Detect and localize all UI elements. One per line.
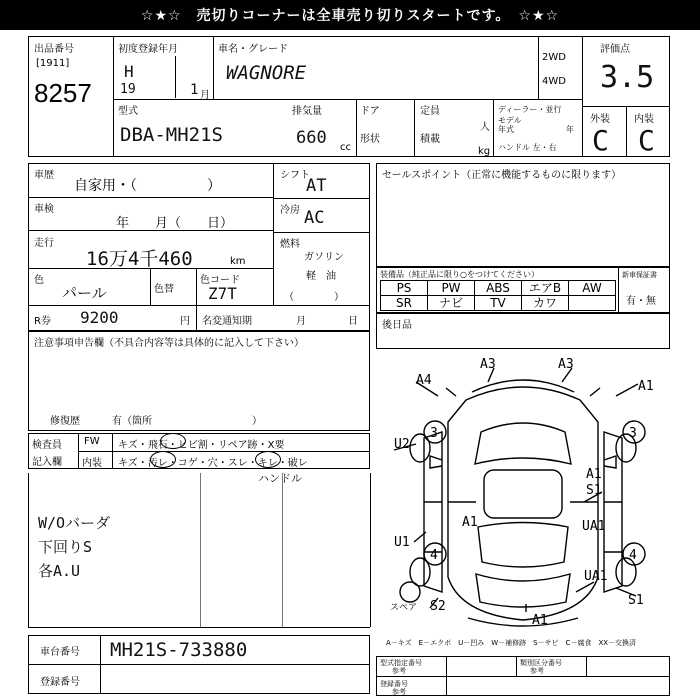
equip-tv: TV <box>475 296 522 311</box>
fuel-gasoline: ガソリン <box>304 252 344 263</box>
ref2-label: 類別区分番号 <box>520 659 562 667</box>
repair-label: 修復歴 <box>50 416 80 427</box>
mark-ua1-low: UA1 <box>584 569 608 584</box>
fuel-label: 燃料 <box>280 239 300 250</box>
notice-label: 名変通知期 <box>202 316 252 327</box>
mark-ua1-mid: UA1 <box>582 519 606 534</box>
history-label: 車歴 <box>34 170 54 181</box>
after-fit-frame <box>376 313 670 349</box>
displacement-unit: cc <box>340 142 351 153</box>
mark-spare: スペア <box>390 603 418 613</box>
score-value: 3.5 <box>600 60 655 95</box>
equip-pw: PW <box>428 281 475 296</box>
mileage-label: 走行 <box>34 238 54 249</box>
note-line-3: 各A.U <box>38 562 81 580</box>
reg-number-label: 登録番号 <box>40 677 80 688</box>
recycle-label: R券 <box>34 316 51 327</box>
mark-a3-left: A3 <box>480 357 496 372</box>
load-label: 積載 <box>420 134 440 145</box>
equip-empty <box>569 296 616 311</box>
equip-airbag: エアB <box>522 281 569 296</box>
equipment-table <box>380 280 616 311</box>
sales-point-label: セールスポイント（正常に機能するものに限ります） <box>382 170 622 181</box>
equip-abs: ABS <box>475 281 522 296</box>
dealer-year-unit: 年 <box>566 125 574 134</box>
dealer-handle: ハンドル 左・右 <box>498 143 557 152</box>
capacity-unit: 人 <box>480 122 490 133</box>
lot-label: 出品番号 <box>34 44 74 55</box>
inspector-interior: 内装 <box>82 458 102 469</box>
lot-number: 8257 <box>34 78 92 108</box>
mileage-unit: km <box>230 256 246 267</box>
inspection-value: 年 月（ 日） <box>116 216 234 231</box>
inspection-label: 車検 <box>34 204 54 215</box>
displacement-value: 660 <box>296 128 327 148</box>
displacement-label: 排気量 <box>292 106 322 117</box>
ref1-label: 型式指定番号 <box>380 659 422 667</box>
mark-a4: A4 <box>416 373 432 388</box>
equip-ps: PS <box>381 281 428 296</box>
notice-month: 月 <box>296 316 306 327</box>
mark-circle-3-right: 3 <box>629 426 637 441</box>
notes-label: 注意事項申告欄（不具合内容等は具体的に記入して下さい） <box>34 338 304 349</box>
mark-a1-mid: A1 <box>586 467 602 482</box>
inspector-interior-items: キズ・汚レ・コゲ・穴・スレ・キレ・破レ <box>118 458 308 469</box>
mark-a3-right: A3 <box>558 357 574 372</box>
load-unit: kg <box>478 146 491 157</box>
registration-year: 19 <box>120 82 136 97</box>
equipment-label: 装備品（純正品に限り○をつけてください） <box>380 270 539 279</box>
interior-label: 内装 <box>634 114 654 125</box>
drive-2wd: 2WD <box>542 52 566 63</box>
interior-value: C <box>638 124 655 157</box>
mark-u1: U1 <box>394 535 410 550</box>
model-value: DBA-MH21S <box>120 124 223 146</box>
after-fit-label: 後日品 <box>382 320 412 331</box>
exterior-value: C <box>592 124 609 157</box>
inspector-handle-note: ハンドル <box>258 472 302 485</box>
car-name-value: WAGNORE <box>226 62 307 84</box>
shift-value: AT <box>306 176 327 196</box>
fuel-paren: （ ） <box>284 292 344 303</box>
equip-aw: AW <box>569 281 616 296</box>
color-code-value: Z7T <box>208 284 237 303</box>
mark-s1-low: S1 <box>628 593 644 608</box>
recycle-value: 9200 <box>80 308 119 327</box>
color-label: 色 <box>34 275 44 286</box>
mark-a1-left: A1 <box>462 515 478 530</box>
ref3-sub: 参考 <box>392 688 406 696</box>
ref3-label: 登録番号 <box>380 680 408 688</box>
car-name-label: 車名・グレード <box>218 44 288 55</box>
new-warranty-label: 新車保証書 <box>622 271 657 279</box>
shift-label: シフト <box>280 170 310 181</box>
chassis-value: MH21S-733880 <box>110 639 248 661</box>
model-label: 型式 <box>118 106 138 117</box>
history-value: 自家用・（ ） <box>74 178 221 194</box>
header-banner: ☆★☆ 売切りコーナーは全車売り切りスタートです。 ☆★☆ <box>0 0 700 30</box>
mark-a1-bottom: A1 <box>532 613 548 628</box>
note-line-1: W/Oバーダ <box>38 514 111 532</box>
ref2-sub: 参考 <box>530 667 544 675</box>
equip-navi: ナビ <box>428 296 475 311</box>
mileage-value: 16万4千460 <box>86 248 193 270</box>
equip-sr: SR <box>381 296 428 311</box>
mark-s2: S2 <box>430 599 446 614</box>
score-label: 評価点 <box>600 44 630 55</box>
registration-month-unit: 月 <box>200 90 210 101</box>
dealer-model-year: モデル 年式 <box>498 116 522 134</box>
new-warranty-value: 有・無 <box>626 296 656 307</box>
aircon-value: AC <box>304 208 325 228</box>
mark-circle-4-right: 4 <box>629 548 637 563</box>
door-label: ドア <box>360 106 380 117</box>
recycle-unit: 円 <box>180 316 190 327</box>
inspector-fw: FW <box>84 436 100 447</box>
lot-sub: [1911] <box>36 58 70 69</box>
drive-4wd: 4WD <box>542 76 566 87</box>
fuel-diesel: 軽 油 <box>306 271 336 282</box>
color-value: パール <box>62 284 107 302</box>
mark-circle-4-left: 4 <box>430 548 438 563</box>
chassis-label: 車台番号 <box>40 647 80 658</box>
capacity-label: 定員 <box>420 106 440 117</box>
mark-u2: U2 <box>394 437 410 452</box>
registration-month: 1 <box>190 82 199 98</box>
damage-legend: A－キズ E－エクボ U－凹み W－補修跡 S－サビ C－腐食 XX－交換済 <box>386 639 637 647</box>
color-code-label: 色コード <box>200 275 240 286</box>
mark-s1-mid: S1 <box>586 483 602 498</box>
mark-circle-3-left: 3 <box>430 426 438 441</box>
registration-era: H <box>124 62 134 81</box>
exterior-label: 外装 <box>590 114 610 125</box>
repair-value: 有（箇所 ） <box>112 416 262 427</box>
inspector-label-2: 記入欄 <box>32 457 62 468</box>
mark-a1-top-right: A1 <box>638 379 654 394</box>
equip-leather: カワ <box>522 296 569 311</box>
notice-day: 日 <box>348 316 358 327</box>
inspector-fw-items: キズ・飛石・ヒビ割・リペア跡・X要 <box>118 440 285 451</box>
aircon-label: 冷房 <box>280 205 300 216</box>
inspector-label-1: 検査員 <box>32 440 62 451</box>
dealer-label: ディーラー・並行 <box>498 105 562 114</box>
car-damage-diagram <box>376 352 670 634</box>
shape-label: 形状 <box>360 134 380 145</box>
color-change-label: 色替 <box>154 284 174 295</box>
note-line-2: 下回りS <box>38 538 93 556</box>
registration-label: 初度登録年月 <box>118 44 178 55</box>
ref1-sub: 参考 <box>392 667 406 675</box>
